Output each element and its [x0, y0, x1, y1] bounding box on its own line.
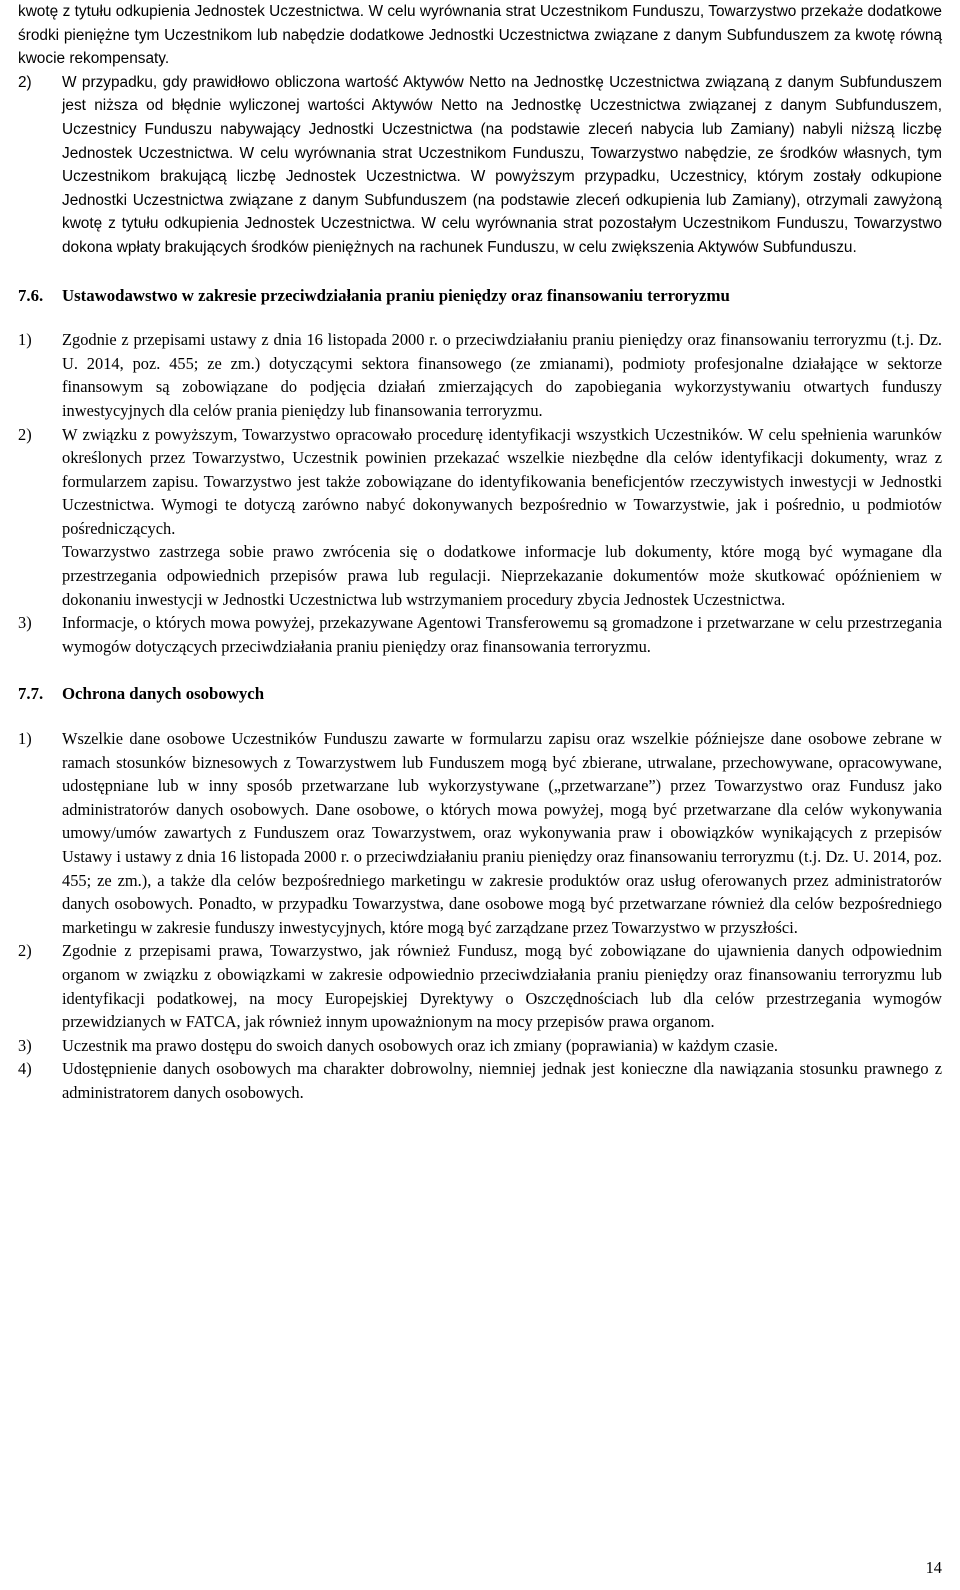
list-number: 1): [18, 330, 32, 350]
list-number: 2): [18, 73, 32, 91]
list-number: 1): [18, 729, 32, 749]
list-item: [0, 939, 960, 1033]
intro-list-item-2: [0, 71, 960, 260]
section-number: 7.6.: [18, 285, 44, 305]
section-title: Ustawodawstwo w zakresie przeciwdziałania praniu pieniędzy oraz finansowaniu terroryzmu: [62, 285, 730, 305]
page-number: 14: [925, 1558, 942, 1577]
list-item: [0, 423, 960, 612]
list-item-text: Uczestnik ma prawo dostępu do swoich danych osobowych oraz ich zmiany (poprawiania) w każdym czasie.: [62, 1035, 778, 1055]
list-number: 4): [18, 1059, 32, 1079]
section-7-7-list: [0, 727, 960, 1105]
list-item: [0, 1057, 960, 1104]
list-item-text: Zgodnie z przepisami ustawy z dnia 16 listopada 2000 r. o przeciwdziałaniu praniu pieniędzy oraz finansowaniu terroryzmu (t.j. Dz. U. 2014, poz. 455; ze zm.) dotyczącymi sektora finansowego (ze zmianami), podmioty profesjonalne działające w sektorze finansowym są zobowiązane do podjęcia działań zmierzających do zapobiegania wykorzystywaniu otwartych funduszy inwestycyjnych dla celów prania pieniędzy lub finansowania terroryzmu.: [62, 330, 942, 420]
list-item-text: Zgodnie z przepisami prawa, Towarzystwo, jak również Fundusz, mogą być zobowiązane do ujawnienia danych odpowiednim organom w związku z obowiązkami w zakresie odpowiednio przeciwdziałania praniu pieniędzy oraz finansowaniu terroryzmu lub identyfikacji podatkowej, na mocy Europejskiej Dyrektywy o Oszczędnościach lub dla celów przestrzegania wymogów przewidzianych w FATCA, jak również innym upoważnionym na mocy przepisów prawa organom.: [62, 941, 942, 1032]
list-number: 2): [18, 424, 32, 444]
section-title: Ochrona danych osobowych: [62, 684, 265, 704]
section-7-6-list: [0, 328, 960, 658]
list-item: [0, 328, 960, 422]
list-number: 3): [18, 1035, 32, 1055]
list-item-text: W przypadku, gdy prawidłowo obliczona wartość Aktywów Netto na Jednostkę Uczestnictwa związaną z danym Subfunduszem jest niższa od błędnie wyliczonej wartości Aktywów Netto na Jednostkę Uczestnictwa związanej z danym Subfunduszem, Uczestnicy Funduszu nabywający Jednostki Uczestnictwa (na podstawie zleceń nabycia lub Zamiany) nabyli niższą liczbę Jednostek Uczestnictwa. W celu wyrównania strat Uczestnikom Funduszu, Towarzystwo nabędzie, ze środków własnych, tym Uczestnikom brakującą liczbę Jednostek Uczestnictwa. W powyższym przypadku, Uczestnicy, którym zostały odkupione Jednostki Uczestnictwa związane z danym Subfunduszem (na podstawie zleceń odkupienia lub Zamiany), otrzymali zawyżoną kwotę z tytułu odkupienia Jednostek Uczestnictwa. W celu wyrównania strat pozostałym Uczestnikom Funduszu, Towarzystwo dokona wpłaty brakujących środków pieniężnych na rachunek Funduszu, w celu zwiększenia Aktywów Subfunduszu.: [62, 73, 942, 256]
list-item-text: Udostępnienie danych osobowych ma charakter dobrowolny, niemniej jednak jest konieczne dla nawiązania stosunku prawnego z administratorem danych osobowych.: [62, 1059, 942, 1102]
list-item-text: Wszelkie dane osobowe Uczestników Funduszu zawarte w formularzu zapisu oraz wszelkie późniejsze dane osobowe zebrane w ramach stosunków biznesowych z Towarzystwem lub Funduszem mogą być zbierane, utrwalane, przechowywane, opracowywane, udostępniane lub w inny sposób przetwarzane lub wykorzystywane („przetwarzane”) przez Towarzystwo oraz Fundusz jako administratorów danych osobowych. Dane osobowe, o których mowa powyżej, mogą być przetwarzane dla celów wykonywania umowy/umów zawartych z Funduszem oraz Towarzystwem, oraz wykonywania praw i obowiązków wynikających z przepisów Ustawy i ustawy z dnia 16 listopada 2000 r. o przeciwdziałaniu praniu pieniędzy oraz finansowaniu terroryzmu (t.j. Dz. U. 2014, poz. 455; ze zm.), a także dla celów bezpośredniego marketingu w zakresie produktów oraz usług oferowanych przez administratorów danych osobowych. Ponadto, w przypadku Towarzystwa, dane osobowe mogą być przetwarzane również dla celów bezpośredniego marketingu w zakresie funduszy inwestycyjnych, które mogą być zarządzane przez Towarzystwo w przyszłości.: [62, 729, 942, 937]
list-item: [0, 1034, 960, 1058]
list-item-text: Informacje, o których mowa powyżej, przekazywane Agentowi Transferowemu są gromadzone i przetwarzane w celu przestrzegania wymogów dotyczących przeciwdziałania praniu pieniędzy oraz finansowania terroryzmu.: [62, 613, 942, 656]
list-item-text: W związku z powyższym, Towarzystwo opracowało procedurę identyfikacji wszystkich Uczestników. W celu spełnienia warunków określonych przez Towarzystwo, Uczestnik powinien przekazać wszelkie niezbędne dla celów identyfikacji dokumenty, wraz z formularzem zapisu. Towarzystwo jest także zobowiązane do identyfikowania beneficjentów rzeczywistych inwestycji w Jednostki Uczestnictwa. Wymogi te dotyczą zarówno nabyć dokonywanych bezpośrednio w Towarzystwie, jak i pośrednio, u podmiotów pośredniczących.: [62, 424, 942, 538]
intro-paragraph: kwotę z tytułu odkupienia Jednostek Uczestnictwa. W celu wyrównania strat Uczestnikom Funduszu, Towarzystwo przekaże dodatkowe środki pieniężne tym Uczestnikom lub nabędzie dodatkowe Jednostki Uczestnictwa związane z danym Subfunduszem za kwotę równą kwocie rekompensaty.: [18, 3, 942, 68]
section-7-6-heading: [0, 284, 960, 308]
list-number: 2): [18, 941, 32, 961]
section-number: 7.7.: [18, 684, 44, 704]
list-item: [0, 611, 960, 658]
list-number: 3): [18, 613, 32, 633]
list-item-text: Towarzystwo zastrzega sobie prawo zwrócenia się o dodatkowe informacje lub dokumenty, które mogą być wymagane dla przestrzegania odpowiednich przepisów prawa lub regulacji. Nieprzekazanie dokumentów może skutkować opóźnieniem w dokonaniu inwestycji w Jednostki Uczestnictwa lub wstrzymaniem procedury zbycia Jednostek Uczestnictwa.: [62, 542, 942, 609]
section-7-7-heading: [0, 682, 960, 706]
list-item: [0, 727, 960, 939]
